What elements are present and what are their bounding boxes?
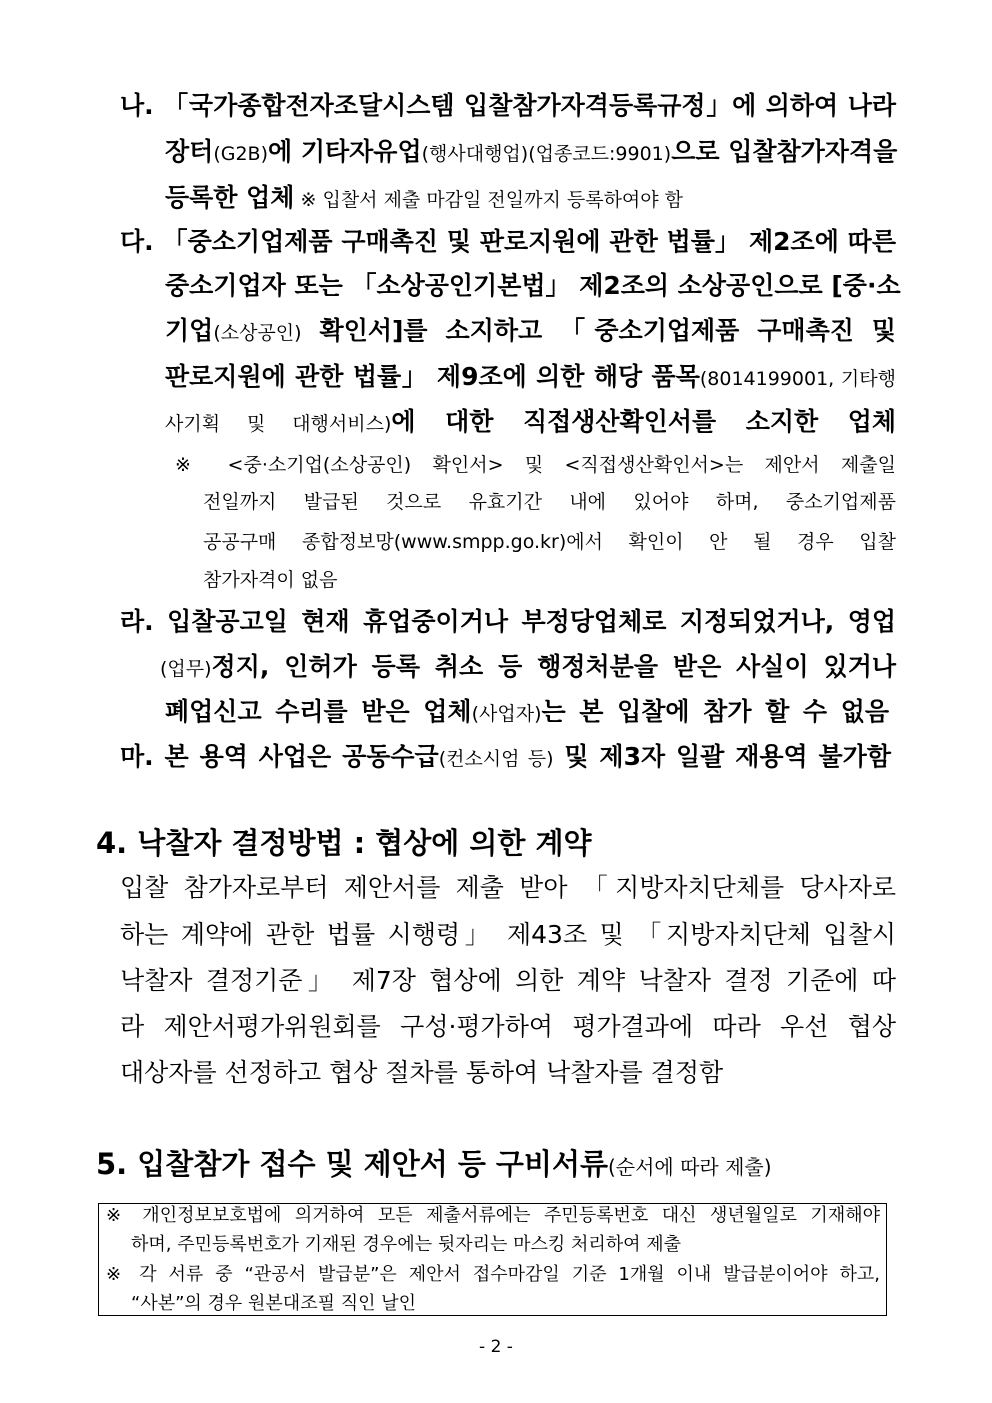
notice-line3: ※ 각 서류 중 “관공서 발급분”은 제안서 접수마감일 기준 1개월 이내 발급분이어야 하고, (106, 1264, 880, 1285)
page-number: - 2 - (479, 1337, 513, 1357)
ra-line3b: (사업자) (471, 703, 542, 725)
item-da-line3 (165, 316, 896, 348)
da-note-line1: ※ <중·소기업(소상공인) 확인서> 및 <직접생산확인서>는 제안서 제출일 (175, 454, 896, 476)
notice-line2: 하며, 주민등록번호가 기재된 경우에는 뒷자리는 마스킹 처리하여 제출 (131, 1234, 682, 1255)
ma-line1b: (컨소시엄 등) (438, 748, 554, 770)
item-da-line5 (165, 407, 896, 439)
item-ma-line1 (120, 742, 891, 774)
na-line2c: 에 기타자유업 (267, 137, 422, 166)
item-da-line2: 중소기업자 또는 「소상공인기본법」 제2조의 소상공인으로 [중·소 (165, 271, 901, 300)
da-line4a: 판로지원에 관한 법률」 제9조에 의한 해당 품목 (165, 362, 700, 391)
na-line2a: 장터 (165, 137, 214, 166)
section4-line3: 낙찰자 결정기준」 제7장 협상에 의한 계약 낙찰자 결정 기준에 따 (120, 966, 896, 995)
da-line5a: 사기획 및 대행서비스) (165, 413, 392, 435)
item-ra-line3 (165, 697, 889, 729)
na-line2b: (G2B) (213, 143, 268, 165)
item-da-line4 (165, 362, 896, 394)
section5-heading (96, 1146, 772, 1185)
na-line3b: ※ 입찰서 제출 마감일 전일까지 등록하여야 함 (294, 189, 684, 211)
da-line4b: (8014199001, 기타행 (699, 368, 896, 390)
section4-line4: 라 제안서평가위원회를 구성·평가하여 평가결과에 따라 우선 협상 (120, 1012, 896, 1041)
ra-line2b: 정지, 인허가 등록 취소 등 행정처분을 받은 사실이 있거나 (211, 652, 896, 681)
item-da-line1: 다. 「중소기업제품 구매촉진 및 판로지원에 관한 법률」 제2조에 따른 (120, 227, 896, 256)
section5-heading-note: (순서에 따라 제출) (607, 1155, 772, 1179)
da-note-line2: 전일까지 발급된 것으로 유효기간 내에 있어야 하며, 중소기업제품 (203, 491, 896, 513)
da-line3c: 확인서]를 소지하고 「중소기업제품 구매촉진 및 (301, 316, 896, 345)
item-ra-line2 (160, 652, 896, 684)
ra-line3c: 는 본 입찰에 참가 할 수 없음 (541, 697, 890, 726)
notice-line4: “사본”의 경우 원본대조필 직인 날인 (131, 1293, 416, 1314)
ra-line3a: 폐업신고 수리를 받은 업체 (165, 697, 472, 726)
item-ra-line1: 라. 입찰공고일 현재 휴업중이거나 부정당업체로 지정되었거나, 영업 (120, 607, 896, 636)
na-line3a: 등록한 업체 (165, 183, 295, 212)
na-line2e: 으로 입찰참가자격을 (671, 137, 898, 166)
ma-line1a: 마. 본 용역 사업은 공동수급 (120, 742, 439, 771)
da-line5b: 에 대한 직접생산확인서를 소지한 업체 (391, 407, 897, 436)
section4-heading: 4. 낙찰자 결정방법 : 협상에 의한 계약 (96, 826, 592, 860)
da-line3b: (소상공인) (213, 322, 302, 344)
section5-heading-text: 5. 입찰참가 접수 및 제안서 등 구비서류 (96, 1147, 608, 1181)
item-na-line3 (165, 183, 896, 215)
da-note-line3: 공공구매 종합정보망(www.smpp.go.kr)에서 확인이 안 될 경우 입찰 (203, 531, 896, 553)
ra-line2a: (업무) (160, 658, 212, 680)
da-line3a: 기업 (165, 316, 214, 345)
section4-line2: 하는 계약에 관한 법률 시행령」 제43조 및 「지방자치단체 입찰시 (120, 920, 896, 949)
ma-line1c: 및 제3자 일괄 재용역 불가함 (553, 742, 891, 771)
da-note-line4: 참가자격이 없음 (203, 569, 338, 591)
section4-line5: 대상자를 선정하고 협상 절차를 통하여 낙찰자를 결정함 (120, 1058, 724, 1087)
section4-line1: 입찰 참가자로부터 제안서를 제출 받아 「지방자치단체를 당사자로 (120, 873, 896, 902)
na-line2d: (행사대행업)(업종코드:9901) (421, 143, 672, 165)
notice-line1: ※ 개인정보보호법에 의거하여 모든 제출서류에는 주민등록번호 대신 생년월일로 기재해야 (106, 1205, 880, 1226)
item-na-line2 (165, 137, 896, 169)
item-na-line1: 나. 「국가종합전자조달시스템 입찰참가자격등록규정」에 의하여 나라 (120, 91, 896, 120)
